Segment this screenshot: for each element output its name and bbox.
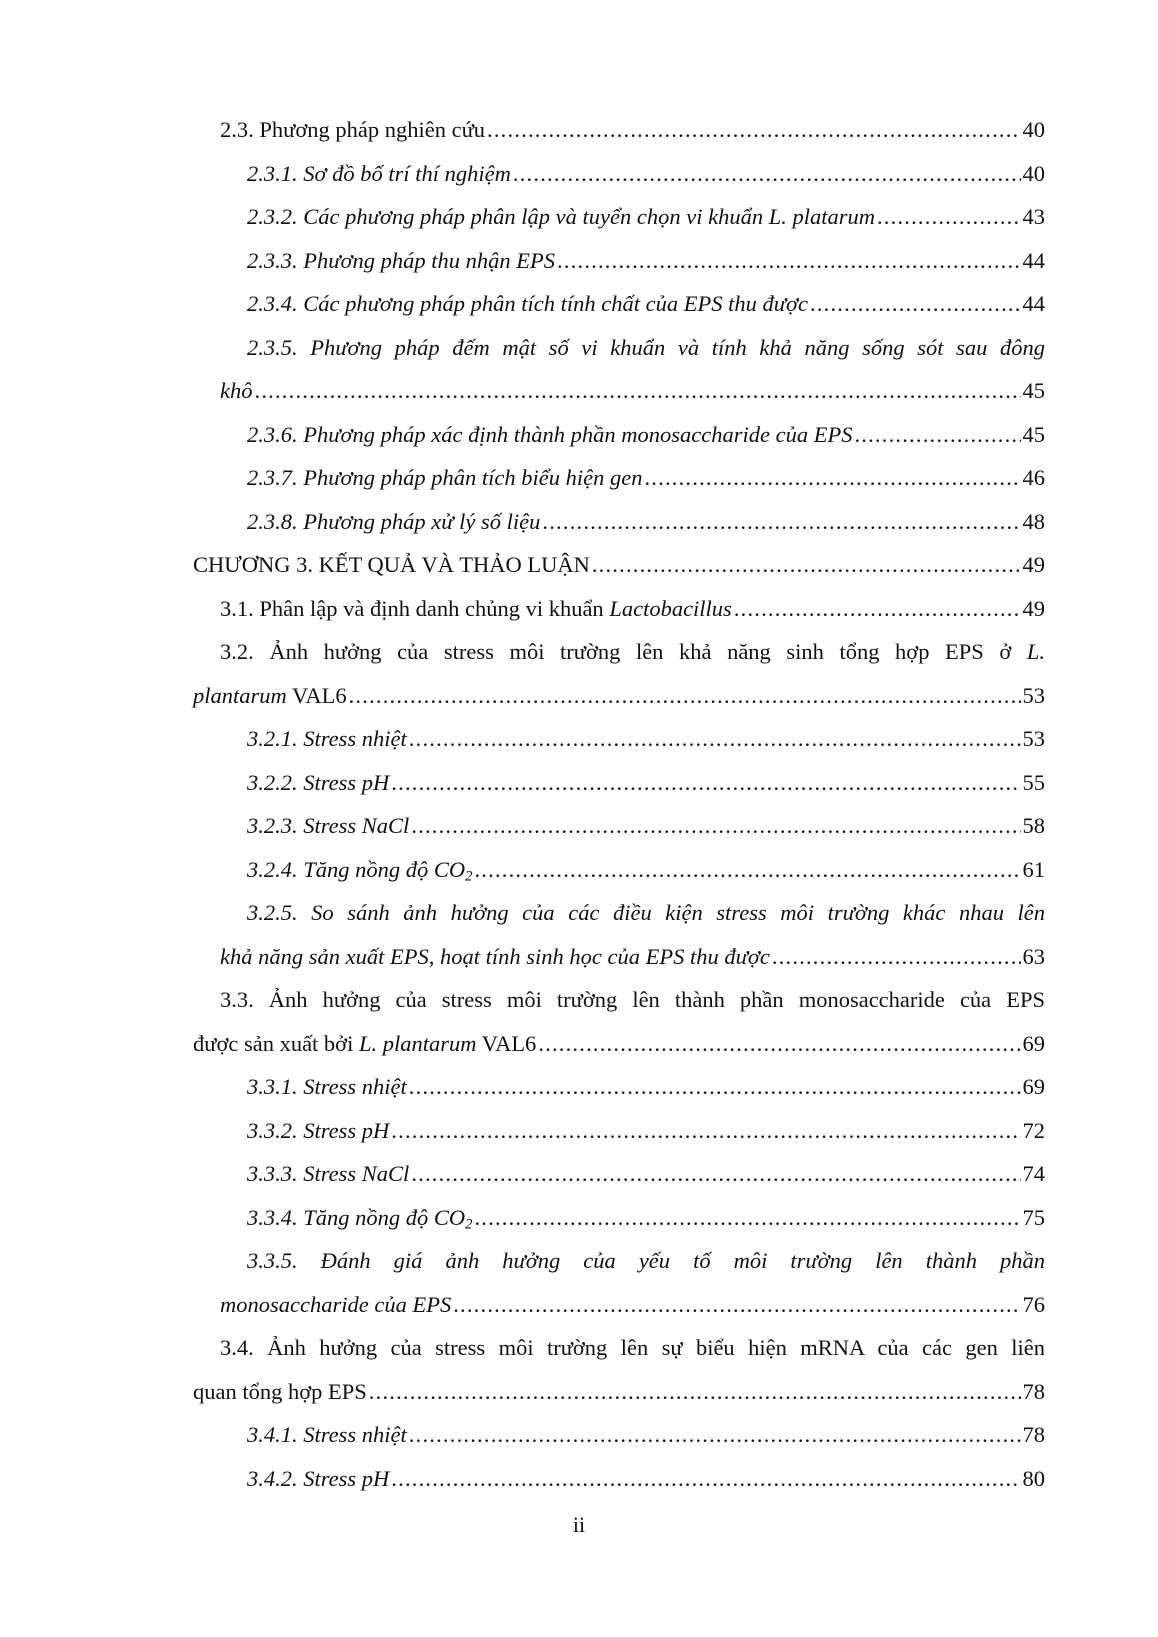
toc-page-number: 48 bbox=[1022, 508, 1045, 534]
dot-leader bbox=[453, 1283, 1020, 1327]
toc-page-number: 40 bbox=[1022, 160, 1045, 186]
toc-entry[interactable] bbox=[193, 1457, 1045, 1501]
dot-leader bbox=[411, 804, 1020, 848]
toc-entry-title: 3.2.4. Tăng nồng độ $CO_2$ bbox=[247, 856, 473, 885]
toc-entry-title: plantarum VAL6 bbox=[193, 682, 347, 708]
toc-entry-title: monosaccharide của EPS bbox=[220, 1291, 452, 1317]
dot-leader bbox=[349, 674, 1021, 718]
toc-entry-title: 2.3.4. Các phương pháp phân tích tính chất của EPS thu được bbox=[247, 291, 808, 316]
toc-entry[interactable] bbox=[193, 456, 1045, 500]
toc-entry-line bbox=[193, 152, 1045, 196]
toc-page-number: 53 bbox=[1022, 682, 1045, 708]
toc-entry-line bbox=[193, 456, 1045, 500]
toc-page-number: 49 bbox=[1022, 552, 1045, 577]
toc-page-number: 53 bbox=[1022, 726, 1045, 751]
toc-entry-line bbox=[193, 1413, 1045, 1457]
dot-leader bbox=[772, 935, 1021, 979]
toc-entry-line bbox=[193, 587, 1045, 631]
dot-leader bbox=[255, 369, 1021, 413]
toc-entry[interactable] bbox=[193, 761, 1045, 805]
toc-entry[interactable] bbox=[193, 239, 1045, 283]
toc-page-number: 43 bbox=[1022, 204, 1045, 229]
toc-entry-title: 2.3.2. Các phương pháp phân lập và tuyển chọn vi khuẩn L. platarum bbox=[247, 204, 875, 229]
toc-entry[interactable] bbox=[193, 1196, 1045, 1240]
toc-entry-title: 2.3.6. Phương pháp xác định thành phần monosaccharide của EPS bbox=[247, 421, 853, 447]
toc-page-number: 69 bbox=[1022, 1074, 1045, 1099]
toc-entry-line bbox=[193, 1283, 1045, 1327]
toc-page-number: 78 bbox=[1022, 1378, 1045, 1404]
toc-entry-title: 3.4.2. Stress pH bbox=[247, 1465, 390, 1491]
toc-page-number: 55 bbox=[1022, 769, 1045, 795]
dot-leader bbox=[854, 413, 1020, 457]
toc-entry-title: khả năng sản xuất EPS, hoạt tính sinh học của EPS thu được bbox=[220, 943, 770, 969]
toc-entry-title: 3.3.2. Stress pH bbox=[247, 1117, 390, 1143]
dot-leader bbox=[877, 195, 1021, 239]
toc-entry-title: 3.2.3. Stress NaCl bbox=[247, 813, 410, 838]
table-of-contents bbox=[193, 108, 1045, 1500]
dot-leader bbox=[391, 1457, 1020, 1501]
toc-entry-line bbox=[193, 413, 1045, 457]
toc-entry[interactable] bbox=[193, 1109, 1045, 1153]
toc-entry-title-line: 3.2. Ảnh hưởng của stress môi trường lên khả năng sinh tổng hợp EPS ở L. bbox=[220, 639, 1045, 664]
toc-entry-line bbox=[193, 543, 1045, 587]
toc-entry-title-line: 2.3.5. Phương pháp đếm mật số vi khuẩn và tính khả năng sống sót sau đông bbox=[247, 334, 1045, 360]
toc-entry-line bbox=[193, 1109, 1045, 1153]
toc-page-number: 58 bbox=[1022, 813, 1045, 838]
dot-leader bbox=[409, 717, 1021, 761]
toc-entry[interactable] bbox=[193, 1239, 1045, 1326]
toc-entry-line bbox=[193, 848, 1045, 892]
toc-entry-line bbox=[193, 674, 1045, 718]
toc-entry[interactable] bbox=[193, 848, 1045, 892]
dot-leader bbox=[557, 239, 1020, 283]
toc-entry-line bbox=[193, 1196, 1045, 1240]
toc-page-number: 40 bbox=[1022, 117, 1045, 142]
toc-entry-line bbox=[193, 1152, 1045, 1196]
toc-page-number: 76 bbox=[1022, 1291, 1045, 1317]
dot-leader bbox=[474, 848, 1020, 892]
toc-page-number: 49 bbox=[1022, 595, 1045, 621]
toc-entry[interactable] bbox=[193, 413, 1045, 457]
toc-entry-line bbox=[193, 935, 1045, 979]
toc-entry[interactable] bbox=[193, 978, 1045, 1065]
toc-entry-title: 3.4.1. Stress nhiệt bbox=[247, 1422, 407, 1447]
toc-entry[interactable] bbox=[193, 891, 1045, 978]
toc-entry-line bbox=[193, 804, 1045, 848]
toc-entry[interactable] bbox=[193, 326, 1045, 413]
page-number: ii bbox=[572, 1512, 586, 1537]
toc-entry-title-line: 3.3. Ảnh hưởng của stress môi trường lên thành phần monosaccharide của EPS bbox=[220, 987, 1045, 1012]
toc-entry-title-line: 3.3.5. Đánh giá ảnh hưởng của yếu tố môi trường lên thành phần bbox=[247, 1248, 1045, 1273]
toc-entry-line bbox=[193, 239, 1045, 283]
dot-leader bbox=[734, 587, 1021, 631]
toc-entry-title: khô bbox=[220, 378, 253, 403]
toc-entry[interactable] bbox=[193, 108, 1045, 152]
toc-page-number: 74 bbox=[1022, 1161, 1045, 1186]
toc-entry[interactable] bbox=[193, 587, 1045, 631]
toc-entry-title: 3.1. Phân lập và định danh chủng vi khuẩn Lactobacillus bbox=[220, 595, 732, 621]
toc-entry-title: 2.3.8. Phương pháp xử lý số liệu bbox=[247, 508, 541, 534]
toc-page-number: 72 bbox=[1022, 1117, 1045, 1143]
dot-leader bbox=[411, 1152, 1020, 1196]
toc-page-number: 44 bbox=[1022, 247, 1045, 273]
toc-entry-title: 2.3.7. Phương pháp phân tích biểu hiện gen bbox=[247, 465, 643, 490]
toc-page-number: 45 bbox=[1022, 421, 1045, 447]
dot-leader bbox=[369, 1370, 1021, 1414]
toc-entry[interactable] bbox=[193, 1065, 1045, 1109]
toc-entry-line bbox=[193, 369, 1045, 413]
toc-entry-title: 3.2.2. Stress pH bbox=[247, 769, 390, 795]
toc-page-number: 75 bbox=[1022, 1204, 1045, 1230]
toc-page-number: 44 bbox=[1022, 291, 1045, 316]
toc-entry-line bbox=[193, 1022, 1045, 1066]
toc-entry[interactable] bbox=[193, 152, 1045, 196]
dot-leader bbox=[409, 1065, 1021, 1109]
dot-leader bbox=[542, 500, 1020, 544]
toc-entry-line bbox=[193, 761, 1045, 805]
toc-entry-line bbox=[193, 282, 1045, 326]
dot-leader bbox=[409, 1413, 1021, 1457]
dot-leader bbox=[592, 543, 1021, 587]
toc-entry[interactable] bbox=[193, 804, 1045, 848]
dot-leader bbox=[391, 761, 1020, 805]
toc-entry-title: 2.3.3. Phương pháp thu nhận EPS bbox=[247, 247, 556, 273]
toc-entry-title: CHƯƠNG 3. KẾT QUẢ VÀ THẢO LUẬN bbox=[193, 552, 590, 577]
toc-entry-title: 3.3.3. Stress NaCl bbox=[247, 1161, 410, 1186]
toc-entry[interactable] bbox=[193, 543, 1045, 587]
toc-entry-title: quan tổng hợp EPS bbox=[193, 1378, 367, 1404]
dot-leader bbox=[538, 1022, 1020, 1066]
toc-entry[interactable] bbox=[193, 500, 1045, 544]
toc-entry-line bbox=[193, 1457, 1045, 1501]
toc-entry-title: 2.3.1. Sơ đồ bố trí thí nghiệm bbox=[247, 160, 511, 186]
dot-leader bbox=[644, 456, 1020, 500]
toc-page-number: 61 bbox=[1022, 856, 1045, 882]
toc-entry-title: được sản xuất bởi L. plantarum VAL6 bbox=[193, 1030, 537, 1056]
toc-entry[interactable] bbox=[193, 1413, 1045, 1457]
toc-entry[interactable] bbox=[193, 282, 1045, 326]
dot-leader bbox=[391, 1109, 1020, 1153]
toc-entry-title: 3.3.1. Stress nhiệt bbox=[247, 1074, 407, 1099]
toc-page-number: 80 bbox=[1022, 1465, 1045, 1491]
toc-entry-line bbox=[193, 1370, 1045, 1414]
toc-entry[interactable] bbox=[193, 630, 1045, 717]
toc-page-number: 78 bbox=[1022, 1422, 1045, 1447]
toc-entry-title-line: 3.4. Ảnh hưởng của stress môi trường lên sự biểu hiện mRNA của các gen liên bbox=[220, 1335, 1045, 1360]
toc-entry-title: 3.3.4. Tăng nồng độ $CO_2$ bbox=[247, 1204, 473, 1233]
dot-leader bbox=[487, 108, 1020, 152]
toc-entry-line bbox=[193, 195, 1045, 239]
dot-leader bbox=[810, 282, 1021, 326]
toc-entry[interactable] bbox=[193, 717, 1045, 761]
toc-entry[interactable] bbox=[193, 1326, 1045, 1413]
toc-entry-line bbox=[193, 1065, 1045, 1109]
toc-entry-line bbox=[193, 500, 1045, 544]
toc-page-number: 69 bbox=[1022, 1030, 1045, 1056]
toc-entry-title-line: 3.2.5. So sánh ảnh hưởng của các điều kiện stress môi trường khác nhau lên bbox=[247, 900, 1045, 925]
toc-entry-title: 3.2.1. Stress nhiệt bbox=[247, 726, 407, 751]
toc-page-number: 63 bbox=[1022, 943, 1045, 969]
toc-entry-title: 2.3. Phương pháp nghiên cứu bbox=[220, 117, 486, 142]
toc-entry[interactable] bbox=[193, 195, 1045, 239]
toc-page-number: 45 bbox=[1022, 378, 1045, 403]
toc-entry-line bbox=[193, 717, 1045, 761]
dot-leader bbox=[513, 152, 1021, 196]
dot-leader bbox=[474, 1196, 1020, 1240]
toc-entry-line bbox=[193, 108, 1045, 152]
toc-page-number: 46 bbox=[1022, 465, 1045, 490]
toc-entry[interactable] bbox=[193, 1152, 1045, 1196]
